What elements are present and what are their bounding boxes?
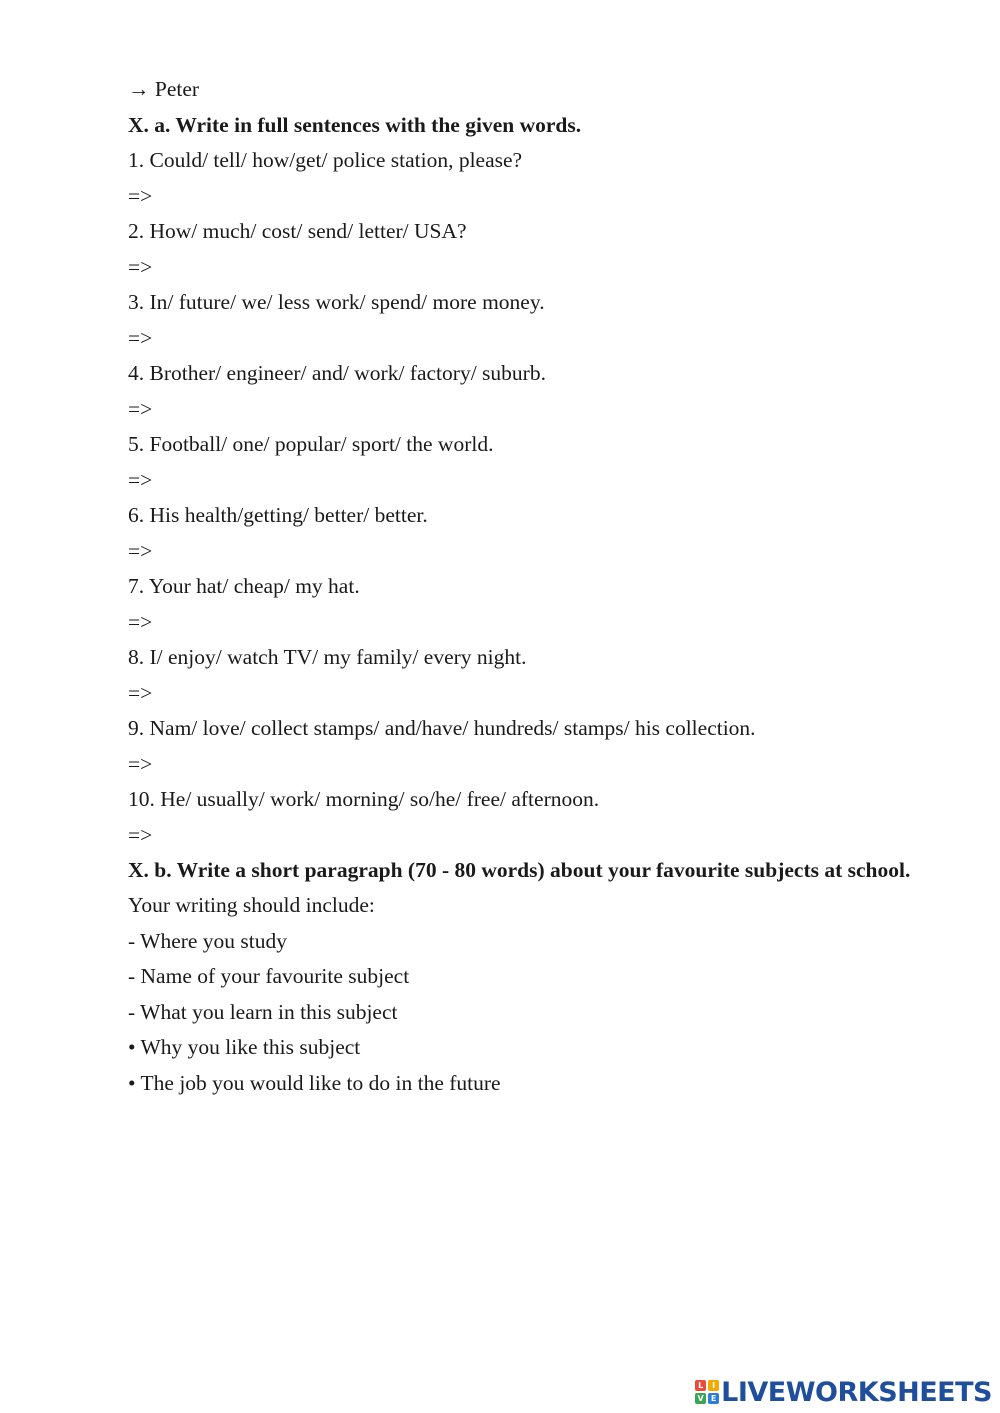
answer-row (128, 179, 928, 215)
logo-block: V (695, 1393, 706, 1404)
logo-block: L (695, 1380, 706, 1391)
exercise-item (128, 640, 928, 711)
answer-arrow: => (128, 751, 153, 776)
intro-line: → Peter (128, 77, 200, 101)
answer-input[interactable] (152, 398, 852, 424)
exercise-prompt: 10. He/ usually/ work/ morning/ so/he/ free/ afternoon. (128, 787, 600, 811)
answer-row (128, 392, 928, 428)
answer-input[interactable] (152, 753, 852, 779)
list-item: • Why you like this subject (128, 1035, 361, 1059)
answer-input[interactable] (152, 611, 852, 637)
worksheet-page (128, 72, 928, 1101)
list-item: - What you learn in this subject (128, 999, 398, 1024)
list-item: - Name of your favourite subject (128, 964, 410, 988)
logo-blocks-icon (695, 1380, 719, 1404)
exercise-prompt: 2. How/ much/ cost/ send/ letter/ USA? (128, 219, 467, 243)
list-item: • The job you would like to do in the future (128, 1070, 501, 1095)
answer-input[interactable] (152, 682, 852, 708)
exercise-prompt: 7. Your hat/ cheap/ my hat. (128, 574, 360, 598)
answer-input[interactable] (152, 185, 852, 211)
answer-row (128, 747, 928, 783)
list-item: - Where you study (128, 928, 288, 953)
answer-input[interactable] (152, 256, 852, 282)
exercise-item (128, 143, 928, 214)
section-b-heading: X. b. Write a short paragraph (70 - 80 words) about your favourite subjects at school. (128, 858, 911, 882)
exercise-prompt: 1. Could/ tell/ how/get/ police station, please? (128, 148, 523, 172)
liveworksheets-logo (695, 1375, 992, 1409)
exercise-item (128, 214, 928, 285)
answer-row (128, 250, 928, 286)
answer-arrow: => (128, 538, 153, 563)
section-b-points (128, 924, 928, 1102)
logo-block: E (708, 1393, 719, 1404)
exercise-item (128, 285, 928, 356)
answer-input[interactable] (152, 824, 852, 850)
exercise-item (128, 711, 928, 782)
answer-row (128, 534, 928, 570)
answer-arrow: => (128, 396, 153, 421)
section-b-intro: Your writing should include: (128, 893, 375, 917)
section-a-items (128, 143, 928, 853)
exercise-prompt: 4. Brother/ engineer/ and/ work/ factory/ suburb. (128, 361, 546, 385)
answer-row (128, 676, 928, 712)
answer-row (128, 605, 928, 641)
answer-arrow: => (128, 822, 153, 847)
exercise-prompt: 6. His health/getting/ better/ better. (128, 503, 428, 527)
logo-text: LIVEWORKSHEETS (721, 1376, 992, 1408)
exercise-prompt: 3. In/ future/ we/ less work/ spend/ more money. (128, 290, 545, 314)
logo-block: I (708, 1380, 719, 1391)
answer-input[interactable] (152, 469, 852, 495)
section-a-heading: X. a. Write in full sentences with the given words. (128, 112, 582, 137)
answer-arrow: => (128, 680, 153, 705)
exercise-item (128, 782, 928, 853)
exercise-item (128, 427, 928, 498)
answer-arrow: => (128, 183, 153, 208)
answer-input[interactable] (152, 540, 852, 566)
answer-input[interactable] (152, 327, 852, 353)
answer-arrow: => (128, 325, 153, 350)
answer-row (128, 818, 928, 854)
exercise-prompt: 8. I/ enjoy/ watch TV/ my family/ every night. (128, 645, 527, 669)
exercise-item (128, 569, 928, 640)
answer-arrow: => (128, 609, 153, 634)
answer-row (128, 463, 928, 499)
exercise-prompt: 9. Nam/ love/ collect stamps/ and/have/ hundreds/ stamps/ his collection. (128, 716, 756, 740)
exercise-prompt: 5. Football/ one/ popular/ sport/ the world. (128, 432, 494, 456)
exercise-item (128, 356, 928, 427)
answer-arrow: => (128, 254, 153, 279)
answer-row (128, 321, 928, 357)
exercise-item (128, 498, 928, 569)
answer-arrow: => (128, 467, 153, 492)
